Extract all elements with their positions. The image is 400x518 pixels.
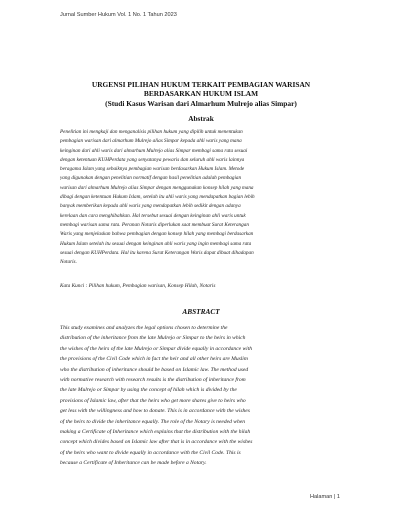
abstract-line: of the heirs who want to divide equally in accordance with the Civil Code. This is — [60, 449, 241, 456]
abstract-heading: ABSTRACT — [182, 307, 220, 316]
title-line-3: (Studi Kasus Warisan dari Almarhum Mulrejo alias Simpar) — [105, 98, 297, 108]
abstract-line: the provisions of the Civil Code which in fact the heir and all other heirs are Muslim — [60, 356, 248, 363]
abstrak-line: beragama Islam yang sebaiknya pembagian warisan berdasarkan Hukum Islam. Metode — [60, 166, 245, 173]
abstract-line: because a Certificate of Inheritance can be made before a Notary. — [60, 460, 207, 467]
abstrak-line: keinginan dari ahli waris dari almarhum Mulrejo alias Simpar membagi sama rata sesuai — [60, 147, 248, 154]
abstrak-body — [60, 128, 342, 267]
abstrak-line: kerelaan dan cara menghibahkan. Hal tersebut sesuai dengan keinginan ahli waris untuk — [60, 212, 246, 219]
abstract-line: making a Certificate of Inheritance which explains that the distribution with the hilah — [60, 428, 251, 435]
abstrak-line: yang digunakan dengan penelitian normatif dengan hasil penelitian adalah pembagian — [60, 175, 242, 182]
abstrak-line: warisan dari almarhum Mulrejo alias Simpar dengan menggunakan konsep hilah yang mana — [60, 184, 254, 191]
abstrak-line: dengan ketentuan KUHPerdata yang senyatanya pewaris dan seluruh ahli waris lainnya — [60, 156, 245, 163]
abstrak-line: banyak memberikan kepada ahli waris yang mendapatkan lebih sedikit dengan adanya — [60, 203, 241, 210]
title-line-2: BERDASARKAN HUKUM ISLAM — [143, 89, 259, 99]
abstract-line: get less with the willingness and how to donate. This is in accordance with the wishes — [60, 408, 250, 415]
abstract-body — [60, 323, 342, 468]
abstrak-line: Hukum Islam setelah itu sesuai dengan keinginan ahli waris yang ingin membagi sama rata — [60, 240, 252, 247]
abstract-line: This study examines and analyzes the legal options chosen to determine the — [60, 325, 228, 331]
abstract-line: the wishes of the heirs of the late Mulrejo or Simpar divide equally in accordance with — [60, 345, 253, 352]
abstrak-line: sesuai dengan KUHPerdata. Hal itu karena Surat Keterangan Waris dapat dibuat dihadapan — [60, 249, 254, 256]
abstrak-line: Penelitian ini mengkaji dan menganalisis pilihan hukum yang dipilih untuk menentukan — [60, 129, 243, 135]
abstract-line: the late Mulrejo or Simpar by using the concept of hilah which is divided by the — [60, 387, 237, 394]
abstrak-line: pembagian warisan dari almarhum Mulrejo alias Simpar kepada ahli waris yang mana — [60, 138, 242, 145]
abstrak-line: Notaris. — [60, 259, 77, 266]
keywords: Kata Kunci : Pilihan hukum, Pembagian warisan, Konsep Hilah, Notaris — [60, 283, 216, 289]
abstract-line: who the distribution of inheritance should be based on Islamic law. The method used — [60, 366, 249, 373]
journal-running-head: Jurnal Sumber Hukum Vol. 1 No. 1 Tahun 2023 — [60, 12, 177, 18]
abstrak-heading: Abstrak — [188, 114, 214, 123]
abstract-line: with normative research with research results is the distribution of inheritance from — [60, 376, 246, 383]
abstract-line: provisions of Islamic law, after that the heirs who get more shares give to heirs who — [60, 397, 246, 404]
abstract-line: distribution of the inheritance from the late Mulrejo or Simpar to the heirs in which — [60, 335, 246, 342]
page-number-footer: Halaman | 1 — [309, 494, 340, 500]
abstrak-line: dibagi dengan ketentuan Hukum Islam, setelah itu ahli waris yang mendapatkan bagian lebih — [60, 194, 255, 201]
title-line-1: URGENSI PILIHAN HUKUM TERKAIT PEMBAGIAN WARISAN — [91, 80, 311, 89]
abstract-line: concept which divides based on Islamic law after that is in accordance with the wishes — [60, 439, 253, 446]
abstrak-line: Waris yang menjelaskan bahwa pembagian dengan konsep hilah yang membagi berdasarkan — [60, 231, 254, 238]
abstract-line: of the heirs to divide the inheritance equally. The role of the Notary is needed when — [60, 418, 245, 425]
abstrak-line: membagi warisan sama rata. Peranan Notaris diperlukan saat membuat Surat Keterangan — [60, 221, 249, 228]
paper-title — [60, 80, 342, 108]
